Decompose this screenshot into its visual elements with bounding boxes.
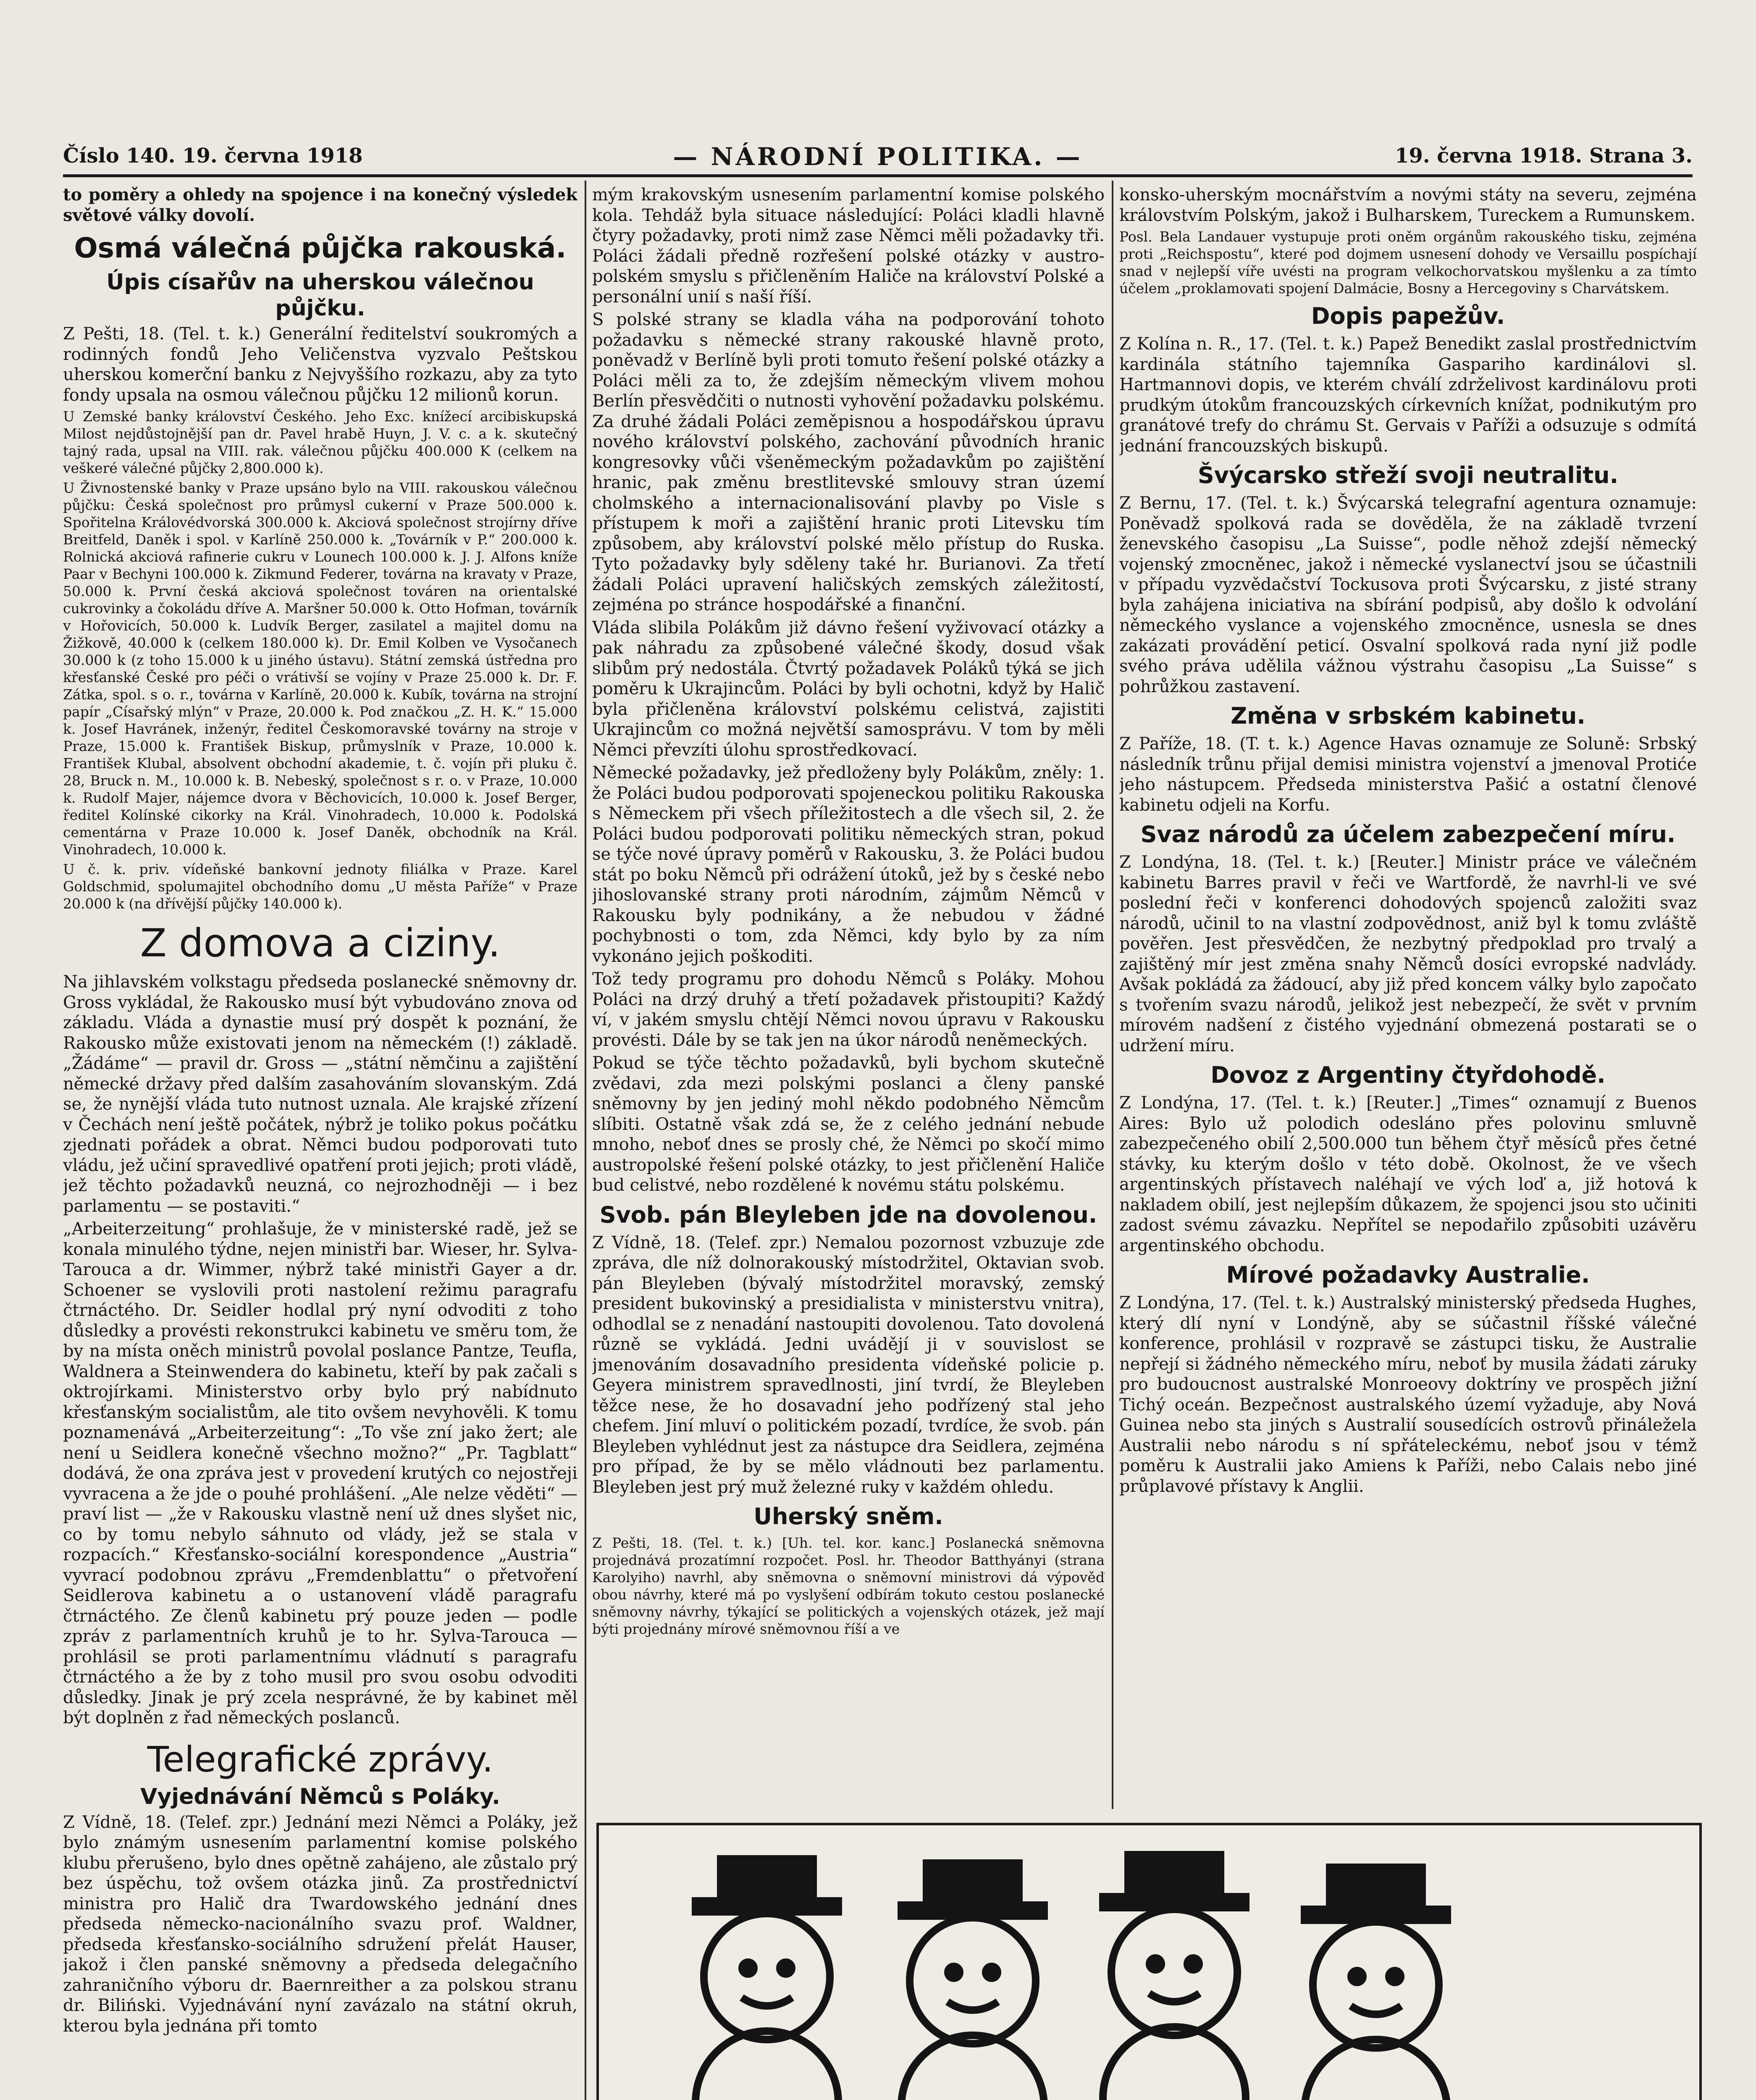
paragraph: U Zemské banky království Českého. Jeho Exc. knížecí arcibiskupská Milost nejdůstojnější pan dr. Pavel hrabě Huyn, J. V. c. a k. skutečný tajný rada, upsal na VIII. rak. válečnou půjčku 400.000 K (celkem na veškeré válečné půjčky 2,800.000 k). bbox=[63, 408, 577, 476]
paragraph: Tož tedy programu pro dohodu Němců s Poláky. Mohou Poláci na drzý druhý a třetí požadavek přistoupiti? Každý ví, v jakém smyslu chtějí Němci novou úpravu v Rakousku provésti. Dále by se tak jen na úkor národů neněmeckých. bbox=[592, 969, 1105, 1050]
paragraph: S polské strany se kladla váha na podporování tohoto požadavku s německé strany rakouské hlavně proto, poněvadž v Berlíně byli proti tomuto řešení polské otázky a Poláci měli za to, že zdejším německým vlivem mohou Berlín přesvědčiti o nutnosti vyhovění požadavku polskému. Za druhé žádali Poláci zeměpisnou a hospodářskou úpravu nového království polského, zachování původních hranic kongresovky vůči všeněmeckým požadavkům po zajištění hranic, pak změnu brestlitevské smlouvy stran území cholmského a internacionalisování plavby po Visle s přístupem k moři a zajištění hranic proti Litevsku tím způsobem, aby království polské mělo přístup do Ruska. Tyto požadavky byly sděleny také hr. Burianovi. Za třetí žádali Poláci upravení haličských zemských záležitostí, zejména po stránce hospodářské a finanční. bbox=[592, 310, 1105, 614]
paragraph: Z Pešti, 18. (Tel. t. k.) Generální ředitelství soukromých a rodinných fondů Jeho Veličenstva vyzvalo Peštskou uherskou komerční banku z Nejvyššího rozkazu, aby za tyto fondy upsala na osmou válečnou půjčku 12 milionů korun. bbox=[63, 324, 577, 405]
page-header bbox=[63, 141, 1693, 177]
paragraph: Z Paříže, 18. (T. t. k.) Agence Havas oznamuje ze Soluně: Srbský následník trůnu přijal demisi ministra vojenství a jmenoval Protiće jeho nástupcem. Předseda ministerstva Pašić a ostatní členové kabinetu odjeli na Korfu. bbox=[1119, 734, 1697, 815]
paragraph: konsko-uherským mocnářstvím a novými státy na severu, zejména královstvím Polským, jakož i Bulharskem, Tureckem a Rumunskem. bbox=[1119, 185, 1697, 225]
paragraph: Na jihlavském volkstagu předseda poslanecké sněmovny dr. Gross vykládal, že Rakousko musí být vybudováno znova od základu. Vláda a dynastie musí prý dospět k poznání, že Rakousko může existovati jenom na německém (!) základě. „Žádáme“ — pravil dr. Gross — „státní němčinu a zajištění německé državy před dalším zasahováním slovanským. Zdá se, že nynější vláda tuto nutnost uznala. Ale krajské zřízení v Čechách není ještě počátek, nýbrž je toliko pokus počátku zjednati pořádek a obrat. Němci budou podporovati tuto vládu, jež učiní spravedlivé opatření proti jejich; proti vládě, jež těchto požadavků neuzná, co nejrozhodněji — i bez parlamentu — se postaviti.“ bbox=[63, 972, 577, 1216]
paragraph: „Arbeiterzeitung“ prohlašuje, že v ministerské radě, jež se konala minulého týdne, nejen ministři bar. Wieser, hr. Sylva-Tarouca a dr. Wimmer, nýbrž také ministři Gayer a dr. Schoener se vyslovili proti nastolení režimu paragrafu čtrnáctého. Dr. Seidler hodlal prý nyní odvoditi z toho důsledky a provésti rekonstrukci kabinetu ve směru tom, že by na místa oněch ministrů povolal poslance Pantze, Teufla, Waldnera a Steinwendera do kabinetu, kteří by pak začali s oktrojírkami. Ministerstvo orby bylo prý nabídnuto křesťanským socialistům, ale tito ovšem nevyhověli. K tomu poznamenává „Arbeiterzeitung“: „To vše zní jako žert; ale není u Seidlera konečně všechno možno?“ „Pr. Tagblatt“ dodává, že ona zpráva jest v provedení krutých co nejostřeji vyvracena a že jde o pouhé prohlášení. „Ale nelze věděti“ — praví list — „že v Rakousku vlastně není už dnes slyšet nic, co by tomu nebylo sáhnuto od vlády, jež se stala v rozpacích.“ Křesťansko-sociální korespondence „Austria“ vyvrací podobnou zprávu „Fremdenblattu“ o přetvoření Seidlerova kabinetu a o ustanovení vládě paragrafu čtrnáctého. Ze členů kabinetu prý pouze jeden — podle zpráv z parlamentních kruhů je to hr. Sylva-Tarouca — prohlásil se proti parlamentnímu vládnutí s paragrafu čtrnáctého a že by z toho musil pro svou osobu odvoditi důsledky. Jinak je prý zcela nesprávné, že by kabinet měl být doplněn z řad německých poslanců. bbox=[63, 1219, 577, 1727]
figure-eight-4 bbox=[1305, 1867, 1447, 2100]
headline: Mírové požadavky Australie. bbox=[1226, 1262, 1590, 1288]
headline: Dovoz z Argentiny čtyřdohodě. bbox=[1210, 1062, 1606, 1088]
paragraph: to poměry a ohledy na spojence i na konečný výsledek světové války dovolí. bbox=[63, 185, 577, 225]
figure-eight-2 bbox=[901, 1863, 1044, 2100]
paragraph: Z Londýna, 18. (Tel. t. k.) [Reuter.] Ministr práce ve válečném kabinetu Barres pravil v řeči ve Wartfordě, že navrhl-li ve své poslední řeči v konferenci dohodových spojenců založiti svaz národů, učinil to na vlastní zodpovědnost, aniž byl k tomu zvláště pověřen. Jest přesvědčen, že nezbytný předpoklad pro trvalý a zajištěný mír jest změna snahy Němců dosíci evropské nadvlády. Avšak pokládá za žádoucí, aby již před koncem války bylo započato s tvořením svazu národů, jelikož jest nebezpečí, že svět v prvním mírovém nadšení z čistého vyjednání obmezená postarati se o udržení míru. bbox=[1119, 853, 1697, 1055]
headline: Svaz národů za účelem zabezpečení míru. bbox=[1140, 821, 1676, 848]
paragraph: U č. k. priv. vídeňské bankovní jednoty filiálka v Praze. Karel Goldschmid, spolumajitel obchodního domu „U města Paříže“ v Praze 20.000 k (na dřívější půjčky 140.000 k). bbox=[63, 861, 577, 912]
column-3 bbox=[1119, 185, 1697, 1817]
column-rule bbox=[585, 181, 586, 2100]
paragraph: Z Londýna, 17. (Tel. t. k.) Australský ministerský předseda Hughes, který dlí nyní v Londýně, aby se súčastnil říšské válečné konference, prohlásil v rozpravě se zástupci tisku, že Australie nepřejí si žádného německého míru, neboť by musila žádati záruky pro budoucnost australské Monroeovy doktríny ve prospěch jižní Tichý oceán. Bezpečnost australského území vyžaduje, aby Nová Guinea nebo sta jiných s Australií sousedících ostrovů přináležela Australii nebo národu s ní spřáteleckému, neboť jsou v témž poměru k Australii jako Amiens k Paříži, nebo Calais nebo jiné průplavové přístavy k Anglii. bbox=[1119, 1293, 1697, 1496]
paragraph: Z Vídně, 18. (Telef. zpr.) Jednání mezi Němci a Poláky, jež bylo známým usnesením parlamentní komise polského klubu přerušeno, bylo dnes opětně zahájeno, ale zůstalo prý bez úspěchu, tož ovšem otázka jinů. Za prostřednictví ministra pro Halič dra Twardowského jednání dnes předseda německo-nacionálního svazu prof. Waldner, předseda křesťansko-sociálního sdružení přelát Hauser, jakož i člen panské sněmovny a předseda delegačního zahraničního výboru dr. Baernreither a za polskou stranu dr. Biliński. Vyjednávání nyní zavázalo na státní okruh, kterou byla jednána při tomto bbox=[63, 1812, 577, 2036]
column-1 bbox=[63, 185, 577, 2100]
paragraph: Z Pešti, 18. (Tel. t. k.) [Uh. tel. kor. kanc.] Poslanecká sněmovna projednává prozatímní rozpočet. Posl. hr. Theodor Batthyányi (strana Karolyiho) navrhl, aby sněmovna o sněmovní ministrovi dá výpověď obou návrhy, které má po vyslyšení odbírám tokuto cestou poslanecké sněmovny návrhy, týkající se politických a vojenských otázek, jež mají býti projednány mírové sněmovnou říší a ve bbox=[592, 1535, 1105, 1637]
paragraph: Z Londýna, 17. (Tel. t. k.) [Reuter.] „Times“ oznamují z Buenos Aires: Bylo už polodich odesláno přes polovinu smluvně zabezpečeného obilí 2,500.000 tun během čtyř měsíců přes četné stávky, ku kterým došlo v této době. Okolnost, že ve všech argentinských přístavech naléhají ve vých loď a, již hotová k nakladem obilí, jest nejlepším důkazem, že spojenci jsou sto učiniti zadost svému závazku. Nepřítel se nepodařilo způsobiti uzávěru argentinského obchodu. bbox=[1119, 1093, 1697, 1255]
war-loan-advertisement bbox=[596, 1823, 1702, 2100]
paragraph: Z Bernu, 17. (Tel. t. k.) Švýcarská telegrafní agentura oznamuje: Poněvadž spolková rada se dověděla, že na základě tvrzení ženevského časopisu „La Suisse“, podle něhož zdejší německý vojenský zmocněnec, jakož i německé vyslanectví jsou se účastnili v případu vyzvědačství Tockusova proti Švýcarsku, z jisté strany byla zahájena iniciativa na sbírání podpisů, aby došlo k odvolání německého vyslance a vojenského zmocněnce, usnesla se dnes zakázati provádění peticí. Osvalní spolková rada nyní již podle svého práva udělila vážnou výstrahu časopisu „La Suisse“ s pohrůžkou zastavení. bbox=[1119, 494, 1697, 696]
paragraph: Z Kolína n. R., 17. (Tel. t. k.) Papež Benedikt zaslal prostřednictvím kardinála státního tajemníka Gaspariho kardinálovi sl. Hartmannovi dopis, ve kterém chválí zdrželivost kardinálovu proti prudkým útokům francouzských církevních knížat, podnikutým pro granátové trefy do chrámu St. Gervais v Paříži a odsuzuje s odmítá jednání francouzských biskupů. bbox=[1119, 334, 1697, 456]
headline: Švýcarsko střeží svoji neutralitu. bbox=[1197, 462, 1619, 488]
headline: Osmá válečná půjčka rakouská. bbox=[74, 232, 567, 264]
paragraph: Pokud se týče těchto požadavků, byli bychom skutečně zvědavi, zda mezi polskými poslanci a členy panské sněmovny by jen jediný mohl někdo podobného Němcům slíbiti. Ostatně však zdá se, že z celého jednání nebude mnoho, neboť dnes se prosly ché, že Němci po skočí mimo austropolské řešení polské otázky, to jest přičlenění Haliče bud celistvé, nebo rozdělené k novému státu polskému. bbox=[592, 1053, 1105, 1195]
subheadline: Úpis císařův na uherskou válečnou půjčku. bbox=[106, 270, 534, 321]
paragraph: Posl. Bela Landauer vystupuje proti oněm orgánům rakouského tisku, zejména proti „Reichspostu“, které pod dojmem usnesení dohody ve Versaillu pospíchají snad v nejlepší víře uvésti na program velkochorvatskou myšlenku a za tímto účelem „proklamovati spojení Dalmácie, Bosny a Hercegoviny s Charvátskem. bbox=[1119, 228, 1697, 297]
headline: Svob. pán Bleyleben jde na dovolenou. bbox=[599, 1201, 1097, 1228]
headline: Uherský sněm. bbox=[753, 1503, 943, 1530]
column-2 bbox=[592, 185, 1105, 1817]
subheadline: Vyjednávání Němců s Poláky. bbox=[140, 1784, 500, 1809]
page-number: 19. června 1918. Strana 3. bbox=[1395, 144, 1693, 168]
paragraph: Vláda slibila Polákům již dávno řešení vyživovací otázky a pak náhradu za způsobené válečné škody, dosud však slibům prý nedostála. Čtvrtý požadavek Poláků týká se jich poměru k Ukrajincům. Poláci by byli ochotni, když by Halič byla přičleněna království polskému celistvá, zajistiti Ukrajincům co možná největší samosprávu. V tom by měli Němci převzíti úlohu sprostředkovací. bbox=[592, 618, 1105, 760]
issue-date: Číslo 140. 19. června 1918 bbox=[63, 144, 363, 168]
figure-eight-1 bbox=[696, 1859, 838, 2100]
section-heading: Telegrafické zprávy. bbox=[147, 1738, 493, 1780]
section-heading: Z domova a ciziny. bbox=[140, 921, 501, 966]
paragraph: Z Vídně, 18. (Telef. zpr.) Nemalou pozornost vzbuzuje zde zpráva, dle níž dolnorakouský místodržitel, Oktavian svob. pán Bleyleben (bývalý místodržitel moravský, zemský president bukovinský a presidialista v ministerstvu vnitra), odhodlal se z nenadání nastoupiti dovolenou. Tato dovolená různě se vykládá. Jedni uvádějí ji v souvislost se jmenováním dosavadního presidenta vídeňské policie p. Geyera ministrem spravedlnosti, jiní tvrdí, že Bleyleben těžce nese, že ho dosavadní jeho podřízený stal jeho chefem. Jiní mluví o politickém pozadí, tvrdíce, že svob. pán Bleyleben vyhlédnut jest za nástupce dra Seidlera, zejména pro případ, že by se mělo vládnouti bez parlamentu. Bleyleben jest prý muž železné ruky v každém ohledu. bbox=[592, 1233, 1105, 1497]
paragraph: U Živnostenské banky v Praze upsáno bylo na VIII. rakouskou válečnou půjčku: Česká společnost pro průmysl cukerní v Praze 500.000 k. Spořitelna Královédvorská 300.000 k. Akciová společnost strojírny dříve Breitfeld, Daněk i spol. v Karlíně 250.000 k. „Továrník v P.“ 200.000 k. Rolnická akciová rafinerie cukru v Lounech 100.000 k. J. J. Alfons kníže Paar v Bechyni 100.000 k. Zikmund Federer, továrna na kravaty v Praze, 50.000 k. První česká akciová společnost továren na orientalské cukrovinky a čokoládu dříve A. Maršner 50.000 k. Otto Hofman, továrník v Hořovicích, 50.000 k. Ludvík Berger, zasilatel a majitel domu na Žižkově, 40.000 k (celkem 180.000 k). Dr. Emil Kolben ve Vysočanech 30.000 k (z toho 15.000 k u jiného ústavu). Státní zemská ústředna pro křesťanské České pro péči o vrátivší se vojíny v Praze 25.000 k. Dr. F. Zátka, spol. s o. r., továrna v Karlíně, 20.000 k. Kubík, továrna na strojní papír „Císařský mlýn“ v Praze, 20.000 k. Pod značkou „Z. H. K.“ 15.000 k. Josef Havránek, inženýr, ředitel Českomoravské továrny na stroje v Praze, 15.000 k. František Biskup, průmyslník v Praze, 10.000 k. František Klubal, absolvent obchodní akademie, t. č. vojín při pluku č. 28, Bruck n. M., 10.000 k. B. Nebeský, společnost s r. o. v Praze, 10.000 k. Rudolf Majer, nájemce dvora v Běchovicích, 10.000 k. Josef Berger, ředitel Kolínské cikorky na Král. Vinohradech, 10.000 k. Podolská cementárna v Praze 10.000 k. Josef Daněk, obchodník na Král. Vinohradech, 10.000 k. bbox=[63, 480, 577, 858]
column-rule bbox=[1112, 181, 1113, 1809]
figure-eight-3 bbox=[1103, 1855, 1246, 2100]
eight-figures-illustration bbox=[658, 1842, 1641, 2100]
masthead-title: — NÁRODNÍ POLITIKA. — bbox=[673, 142, 1083, 171]
headline: Změna v srbském kabinetu. bbox=[1231, 703, 1585, 729]
paragraph: mým krakovským usnesením parlamentní komise polského kola. Tehdáž byla situace následující: Poláci kladli hlavně čtyry požadavky, proti nimž zase Němci měli požadavky tři. Poláci žádali předně rozřešení polské otázky v austro-polském smyslu s přičleněním Haliče na království Polské a personální unií s naší říší. bbox=[592, 185, 1105, 307]
headline: Dopis papežův. bbox=[1311, 303, 1505, 329]
paragraph: Německé požadavky, jež předloženy byly Polákům, zněly: 1. že Poláci budou podporovati spojeneckou politiku Rakouska s Německem při všech příležitostech a dle všech sil, 2. že Poláci budou podporovati politiku německých stran, pokud se týče nové úpravy poměrů v Rakousku, 3. že Poláci budou stát po boku Němců při odrážení útoků, jež by s české nebo jihoslovanské strany proti národním, zájmům Němců v Rakousku byly podnikány, a že nebudou v žádné pochybnosti o tom, zda Němci, kdy bylo by za ním vykonáno jejich poškoditi. bbox=[592, 763, 1105, 966]
